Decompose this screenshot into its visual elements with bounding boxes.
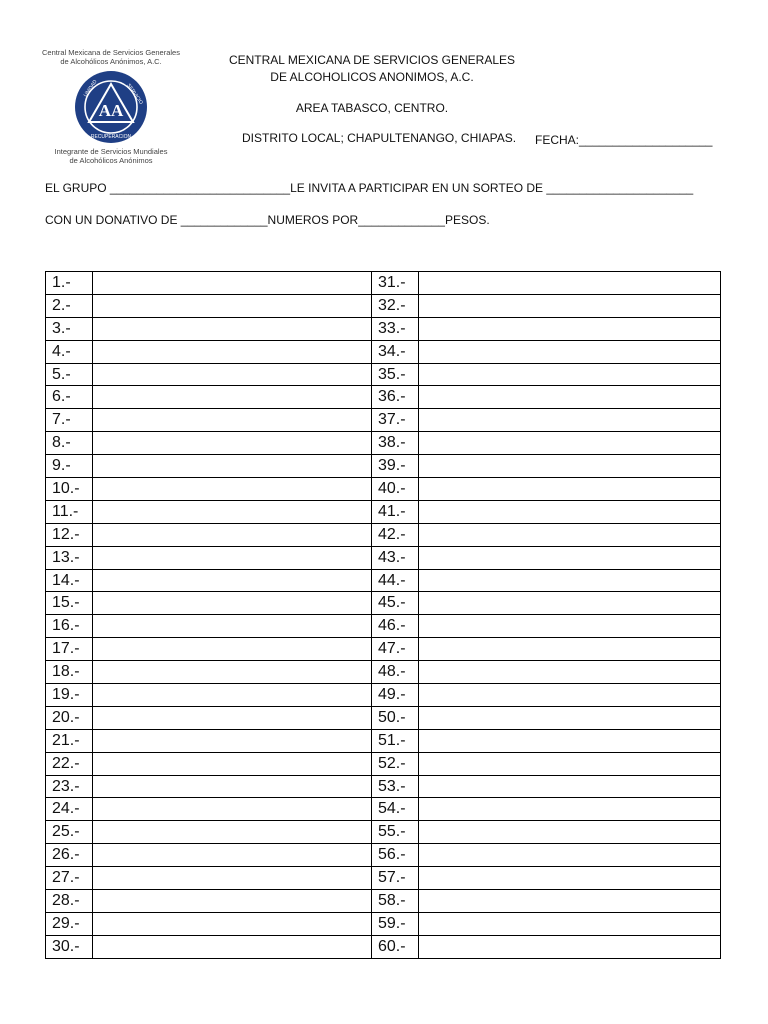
number-cell-right: 43.- bbox=[372, 546, 419, 569]
name-blank-right bbox=[419, 752, 721, 775]
number-cell-left: 30.- bbox=[46, 935, 93, 958]
number-cell-left: 19.- bbox=[46, 684, 93, 707]
number-cell-right: 44.- bbox=[372, 569, 419, 592]
number-cell-right: 40.- bbox=[372, 478, 419, 501]
table-row bbox=[46, 592, 721, 615]
table-row bbox=[46, 523, 721, 546]
table-row bbox=[46, 478, 721, 501]
name-blank-left bbox=[93, 684, 372, 707]
number-cell-left: 24.- bbox=[46, 798, 93, 821]
table-row bbox=[46, 340, 721, 363]
number-cell-right: 46.- bbox=[372, 615, 419, 638]
number-cell-right: 31.- bbox=[372, 272, 419, 295]
logo-top-text bbox=[36, 48, 186, 66]
table-row bbox=[46, 867, 721, 890]
name-blank-left bbox=[93, 729, 372, 752]
name-blank-left bbox=[93, 340, 372, 363]
number-cell-left: 22.- bbox=[46, 752, 93, 775]
number-cell-right: 50.- bbox=[372, 706, 419, 729]
number-cell-right: 55.- bbox=[372, 821, 419, 844]
table-row bbox=[46, 615, 721, 638]
table-row bbox=[46, 569, 721, 592]
number-cell-left: 2.- bbox=[46, 294, 93, 317]
name-blank-left bbox=[93, 546, 372, 569]
number-cell-left: 1.- bbox=[46, 272, 93, 295]
number-cell-right: 36.- bbox=[372, 386, 419, 409]
name-blank-left bbox=[93, 638, 372, 661]
number-cell-right: 54.- bbox=[372, 798, 419, 821]
name-blank-right bbox=[419, 455, 721, 478]
number-cell-right: 49.- bbox=[372, 684, 419, 707]
org-name-line-2: DE ALCOHOLICOS ANONIMOS, A.C. bbox=[270, 70, 474, 84]
number-cell-left: 21.- bbox=[46, 729, 93, 752]
ring-word-servicio: SERVICIO bbox=[125, 82, 144, 106]
number-cell-right: 57.- bbox=[372, 867, 419, 890]
number-cell-left: 27.- bbox=[46, 867, 93, 890]
number-cell-left: 12.- bbox=[46, 523, 93, 546]
table-row bbox=[46, 729, 721, 752]
name-blank-right bbox=[419, 294, 721, 317]
number-cell-right: 41.- bbox=[372, 500, 419, 523]
number-cell-left: 8.- bbox=[46, 432, 93, 455]
number-cell-right: 33.- bbox=[372, 317, 419, 340]
number-cell-right: 37.- bbox=[372, 409, 419, 432]
number-cell-left: 7.- bbox=[46, 409, 93, 432]
name-blank-left bbox=[93, 912, 372, 935]
name-blank-left bbox=[93, 821, 372, 844]
table-row bbox=[46, 821, 721, 844]
table-row bbox=[46, 661, 721, 684]
name-blank-left bbox=[93, 844, 372, 867]
number-cell-left: 4.- bbox=[46, 340, 93, 363]
table-row bbox=[46, 844, 721, 867]
number-cell-left: 15.- bbox=[46, 592, 93, 615]
name-blank-left bbox=[93, 592, 372, 615]
grupo-invitation-line: EL GRUPO ___________________________LE INVITA A PARTICIPAR EN UN SORTEO DE ______________________ bbox=[45, 181, 694, 195]
name-blank-left bbox=[93, 363, 372, 386]
number-cell-right: 58.- bbox=[372, 890, 419, 913]
name-blank-right bbox=[419, 432, 721, 455]
name-blank-left bbox=[93, 775, 372, 798]
table-row bbox=[46, 363, 721, 386]
name-blank-right bbox=[419, 844, 721, 867]
name-blank-right bbox=[419, 775, 721, 798]
number-cell-left: 3.- bbox=[46, 317, 93, 340]
number-cell-left: 25.- bbox=[46, 821, 93, 844]
number-cell-left: 23.- bbox=[46, 775, 93, 798]
name-blank-left bbox=[93, 867, 372, 890]
number-cell-left: 6.- bbox=[46, 386, 93, 409]
logo-bottom-line-2: de Alcohólicos Anónimos bbox=[69, 156, 153, 165]
number-cell-right: 51.- bbox=[372, 729, 419, 752]
name-blank-right bbox=[419, 638, 721, 661]
name-blank-left bbox=[93, 272, 372, 295]
table-row bbox=[46, 706, 721, 729]
number-cell-left: 10.- bbox=[46, 478, 93, 501]
number-cell-right: 39.- bbox=[372, 455, 419, 478]
name-blank-left bbox=[93, 935, 372, 958]
name-blank-right bbox=[419, 363, 721, 386]
name-blank-right bbox=[419, 821, 721, 844]
name-blank-left bbox=[93, 432, 372, 455]
name-blank-left bbox=[93, 500, 372, 523]
name-blank-left bbox=[93, 752, 372, 775]
number-cell-right: 42.- bbox=[372, 523, 419, 546]
number-cell-right: 59.- bbox=[372, 912, 419, 935]
name-blank-left bbox=[93, 386, 372, 409]
logo-bottom-text bbox=[36, 147, 186, 165]
name-blank-right bbox=[419, 661, 721, 684]
aa-emblem-icon bbox=[73, 69, 149, 145]
number-cell-right: 52.- bbox=[372, 752, 419, 775]
table-row bbox=[46, 935, 721, 958]
number-cell-right: 45.- bbox=[372, 592, 419, 615]
name-blank-right bbox=[419, 546, 721, 569]
number-cell-right: 53.- bbox=[372, 775, 419, 798]
name-blank-right bbox=[419, 867, 721, 890]
name-blank-right bbox=[419, 592, 721, 615]
table-row bbox=[46, 752, 721, 775]
area-line: AREA TABASCO, CENTRO. bbox=[295, 101, 449, 115]
name-blank-right bbox=[419, 409, 721, 432]
name-blank-right bbox=[419, 340, 721, 363]
name-blank-right bbox=[419, 386, 721, 409]
name-blank-right bbox=[419, 523, 721, 546]
table-row bbox=[46, 912, 721, 935]
table-row bbox=[46, 386, 721, 409]
logo-top-line-1: Central Mexicana de Servicios Generales bbox=[42, 48, 180, 57]
number-cell-left: 28.- bbox=[46, 890, 93, 913]
number-cell-right: 32.- bbox=[372, 294, 419, 317]
table-row bbox=[46, 775, 721, 798]
district-line: DISTRITO LOCAL; CHAPULTENANGO, CHIAPAS. bbox=[242, 131, 517, 145]
fecha-field: FECHA:____________________ bbox=[535, 133, 713, 147]
name-blank-right bbox=[419, 478, 721, 501]
name-blank-left bbox=[93, 615, 372, 638]
name-blank-left bbox=[93, 478, 372, 501]
number-cell-right: 56.- bbox=[372, 844, 419, 867]
number-cell-right: 47.- bbox=[372, 638, 419, 661]
name-blank-right bbox=[419, 798, 721, 821]
name-blank-left bbox=[93, 798, 372, 821]
number-cell-left: 29.- bbox=[46, 912, 93, 935]
name-blank-right bbox=[419, 706, 721, 729]
emblem-letters: AA bbox=[98, 101, 124, 120]
table-row bbox=[46, 272, 721, 295]
name-blank-left bbox=[93, 409, 372, 432]
table-row bbox=[46, 684, 721, 707]
donativo-line: CON UN DONATIVO DE _____________NUMEROS POR_____________PESOS. bbox=[45, 213, 490, 227]
name-blank-right bbox=[419, 615, 721, 638]
number-cell-right: 34.- bbox=[372, 340, 419, 363]
name-blank-left bbox=[93, 523, 372, 546]
name-blank-right bbox=[419, 912, 721, 935]
table-row bbox=[46, 409, 721, 432]
number-cell-left: 16.- bbox=[46, 615, 93, 638]
number-cell-right: 35.- bbox=[372, 363, 419, 386]
number-cell-left: 13.- bbox=[46, 546, 93, 569]
name-blank-right bbox=[419, 569, 721, 592]
ring-word-recuperacion: RECUPERACION bbox=[90, 134, 132, 140]
number-cell-left: 18.- bbox=[46, 661, 93, 684]
table-row bbox=[46, 638, 721, 661]
table-row bbox=[46, 432, 721, 455]
table-row bbox=[46, 317, 721, 340]
number-cell-left: 11.- bbox=[46, 500, 93, 523]
table-row bbox=[46, 890, 721, 913]
number-cell-right: 38.- bbox=[372, 432, 419, 455]
number-cell-left: 20.- bbox=[46, 706, 93, 729]
table-row bbox=[46, 500, 721, 523]
number-cell-left: 14.- bbox=[46, 569, 93, 592]
name-blank-left bbox=[93, 890, 372, 913]
logo-bottom-line-1: Integrante de Servicios Mundiales bbox=[54, 147, 168, 156]
ring-word-unidad: UNIDAD bbox=[82, 79, 99, 99]
table-row bbox=[46, 294, 721, 317]
name-blank-right bbox=[419, 500, 721, 523]
table-row bbox=[46, 546, 721, 569]
name-blank-right bbox=[419, 684, 721, 707]
number-cell-left: 17.- bbox=[46, 638, 93, 661]
number-cell-left: 9.- bbox=[46, 455, 93, 478]
org-name-line-1: CENTRAL MEXICANA DE SERVICIOS GENERALES bbox=[228, 53, 516, 67]
table-row bbox=[46, 798, 721, 821]
name-blank-left bbox=[93, 661, 372, 684]
number-cell-right: 48.- bbox=[372, 661, 419, 684]
name-blank-left bbox=[93, 317, 372, 340]
number-cell-left: 26.- bbox=[46, 844, 93, 867]
name-blank-right bbox=[419, 729, 721, 752]
name-blank-right bbox=[419, 317, 721, 340]
number-cell-right: 60.- bbox=[372, 935, 419, 958]
name-blank-left bbox=[93, 569, 372, 592]
logo-top-line-2: de Alcohólicos Anónimos, A.C. bbox=[60, 57, 162, 66]
name-blank-left bbox=[93, 706, 372, 729]
name-blank-left bbox=[93, 455, 372, 478]
name-blank-right bbox=[419, 935, 721, 958]
number-cell-left: 5.- bbox=[46, 363, 93, 386]
name-blank-right bbox=[419, 272, 721, 295]
name-blank-left bbox=[93, 294, 372, 317]
raffle-number-table bbox=[45, 271, 721, 959]
name-blank-right bbox=[419, 890, 721, 913]
aa-logo bbox=[36, 48, 186, 165]
table-row bbox=[46, 455, 721, 478]
